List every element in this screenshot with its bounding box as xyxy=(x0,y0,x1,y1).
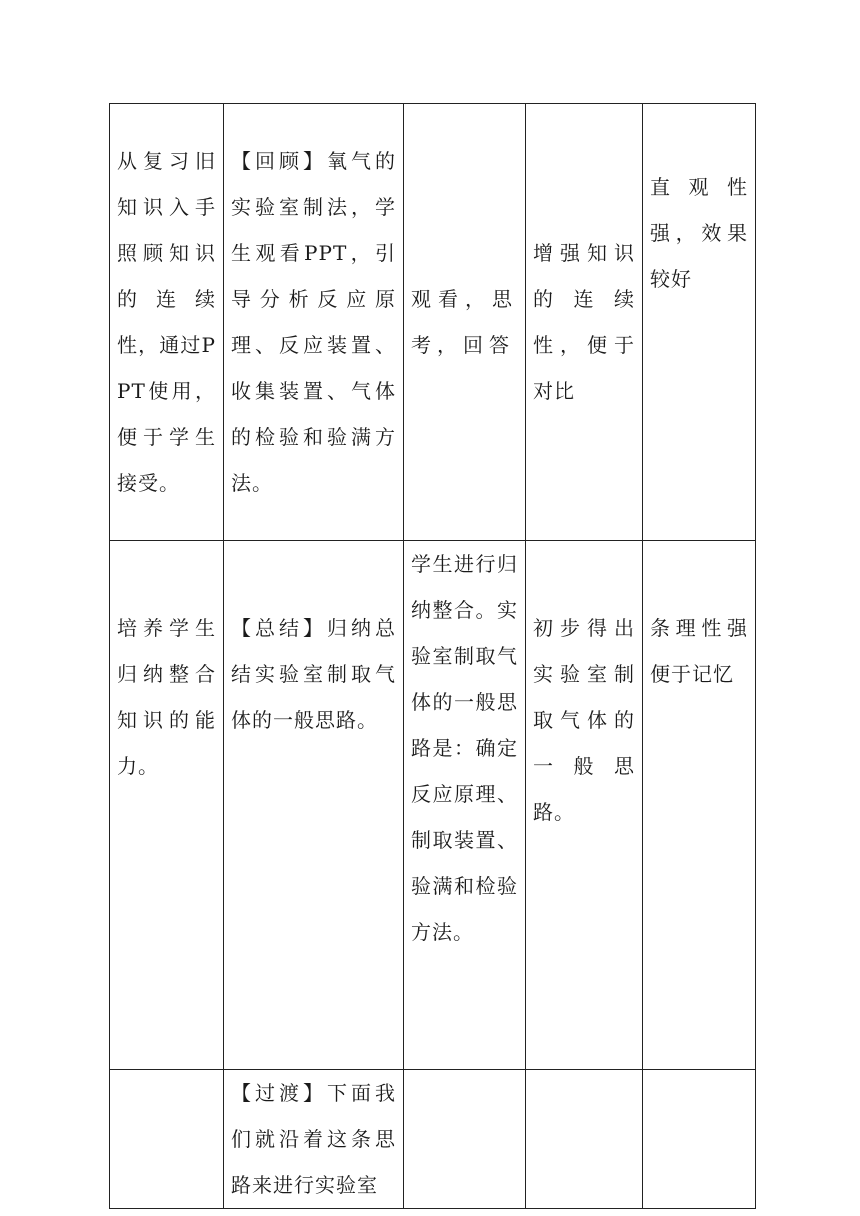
table-cell-intent: 初步得出实验室制取气体的一般思路。 xyxy=(526,541,643,1070)
table-cell-student-activity: 学生进行归纳整合。实验室制取气体的一般思路是：确定反应原理、制取装置、验满和检验方法。 xyxy=(404,541,526,1070)
table-cell-student-activity xyxy=(404,1070,526,1209)
table-row xyxy=(110,104,756,541)
table-row xyxy=(110,541,756,1070)
table-row xyxy=(110,1070,756,1209)
table-cell-student-activity: 观看，思考，回答 xyxy=(404,104,526,541)
lesson-plan-table xyxy=(109,103,756,1209)
table-cell-purpose: 从复习旧知识入手照顾知识的连续性，通过PPT使用，便于学生接受。 xyxy=(110,104,224,541)
table-cell-purpose: 培养学生归纳整合知识的能力。 xyxy=(110,541,224,1070)
table-cell-effect xyxy=(643,1070,756,1209)
table-cell-purpose xyxy=(110,1070,224,1209)
table-cell-teacher-activity: 【总结】归纳总结实验室制取气体的一般思路。 xyxy=(224,541,404,1070)
table-cell-effect: 直观性强，效果较好 xyxy=(643,104,756,541)
table-cell-effect: 条理性强便于记忆 xyxy=(643,541,756,1070)
table-cell-teacher-activity: 【过渡】下面我们就沿着这条思路来进行实验室 xyxy=(224,1070,404,1209)
table-cell-intent xyxy=(526,1070,643,1209)
table-cell-intent: 增强知识的连续性，便于对比 xyxy=(526,104,643,541)
table-cell-teacher-activity: 【回顾】氧气的实验室制法，学生观看PPT，引导分析反应原理、反应装置、收集装置、气体的检验和验满方法。 xyxy=(224,104,404,541)
